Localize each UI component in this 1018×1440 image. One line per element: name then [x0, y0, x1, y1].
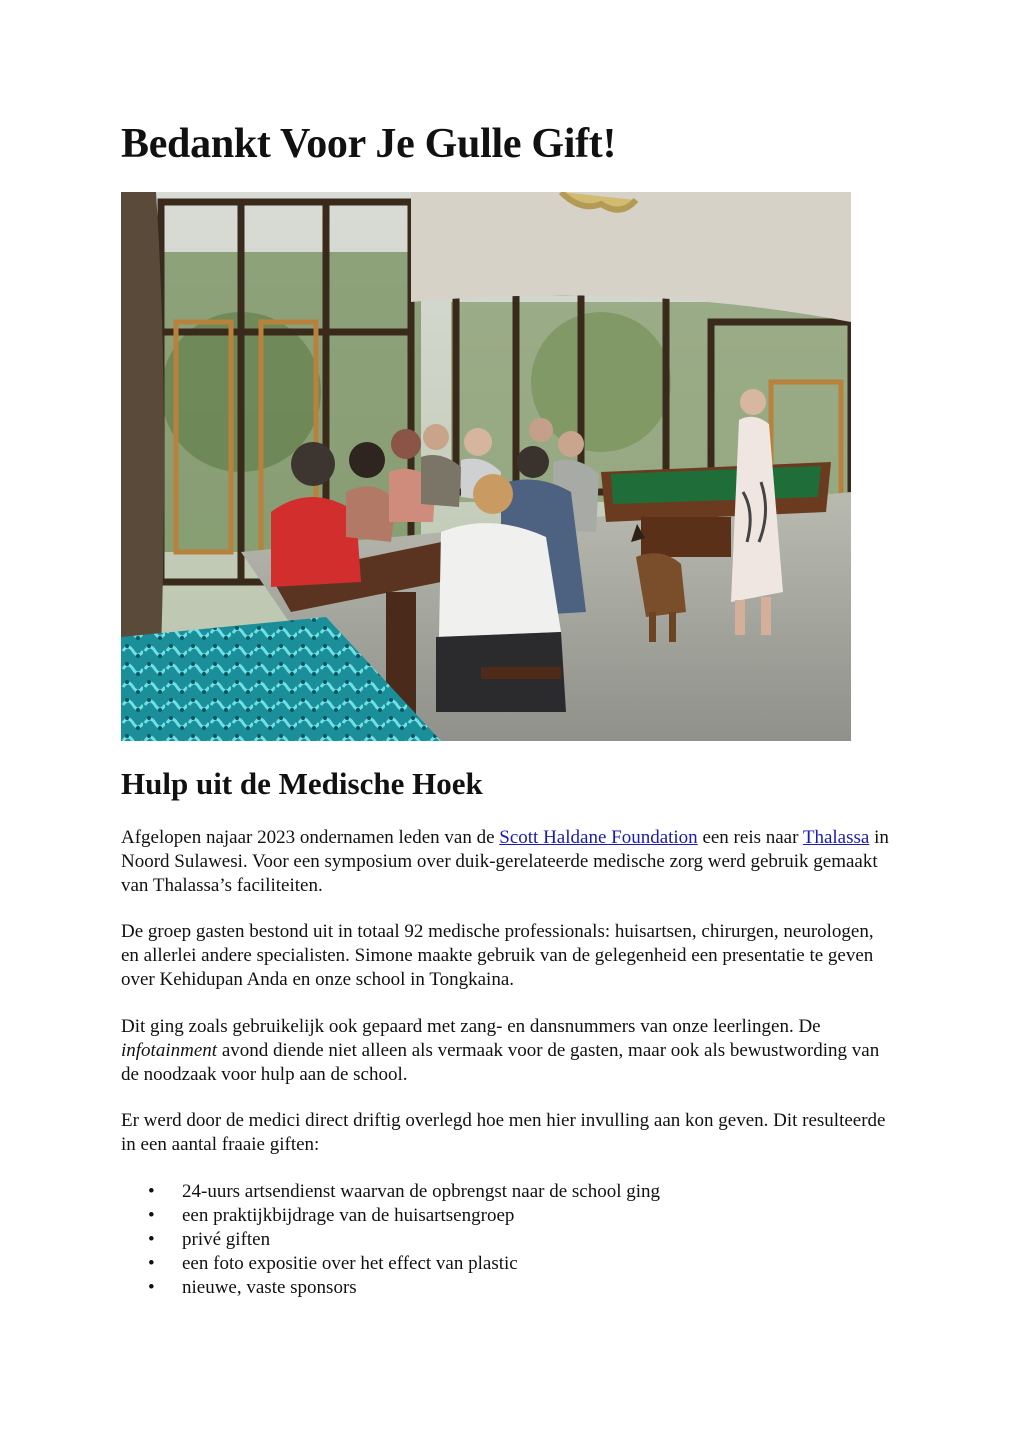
- paragraph-intro-text-3: in Noord Sulawesi. Voor een symposium over duik-gerelateerde medische zorg werd gebruik gemaakt van Thalassa’s faciliteiten.: [121, 827, 889, 896]
- list-item-text: nieuwe, vaste sponsors: [182, 1277, 357, 1298]
- list-item: [121, 1228, 660, 1252]
- list-item-text: 24-uurs artsendienst waarvan de opbrengst naar de school ging: [182, 1181, 661, 1202]
- list-item: [121, 1276, 660, 1300]
- thalassa-link[interactable]: Thalassa: [802, 827, 870, 848]
- list-item-text: een praktijkbijdrage van de huisartsengroep: [182, 1205, 515, 1226]
- paragraph-consultation: Er werd door de medici direct driftig overlegd hoe men hier invulling aan kon geven. Dit resulteerde in een aantal fraaie giften:: [121, 1110, 886, 1155]
- list-item: [121, 1204, 660, 1228]
- list-item-text: privé giften: [182, 1229, 271, 1250]
- paragraph-infotainment-text-2: avond diende niet alleen als vermaak voor de gasten, maar ook als bewustwording van de noodzaak voor hulp aan de school.: [121, 1040, 880, 1085]
- paragraph-intro-text-1: Afgelopen najaar 2023 ondernamen leden van de: [121, 827, 500, 848]
- bullet-icon: •: [148, 1253, 155, 1274]
- paragraph-infotainment: [121, 1015, 891, 1087]
- paragraph-intro: [121, 826, 891, 898]
- paragraph-infotainment-text-1: Dit ging zoals gebruikelijk ook gepaard met zang- en dansnummers van onze leerlingen. De: [121, 1016, 821, 1037]
- bullet-icon: •: [148, 1205, 155, 1226]
- bullet-icon: •: [148, 1277, 155, 1298]
- infotainment-emphasis: infotainment: [121, 1040, 218, 1061]
- list-item-text: een foto expositie over het effect van plastic: [182, 1253, 518, 1274]
- page-title: Bedankt Voor Je Gulle Gift!: [121, 121, 617, 167]
- bullet-icon: •: [148, 1229, 155, 1250]
- scott-haldane-foundation-link[interactable]: Scott Haldane Foundation: [499, 827, 698, 848]
- list-item: [121, 1252, 660, 1276]
- paragraph-intro-text-2: een reis naar: [697, 827, 803, 848]
- list-item: [121, 1180, 660, 1204]
- gifts-list: [121, 1180, 660, 1300]
- paragraph-guests: De groep gasten bestond uit in totaal 92 medische professionals: huisartsen, chirurgen, neurologen, en allerlei andere specialisten. Simone maakte gebruik van de gelegenheid een presentatie te geven over Kehidupan Anda en onze school in Tongkaina.: [121, 921, 874, 990]
- section-heading: Hulp uit de Medische Hoek: [121, 766, 483, 801]
- group-photo: [121, 192, 851, 741]
- bullet-icon: •: [148, 1181, 155, 1202]
